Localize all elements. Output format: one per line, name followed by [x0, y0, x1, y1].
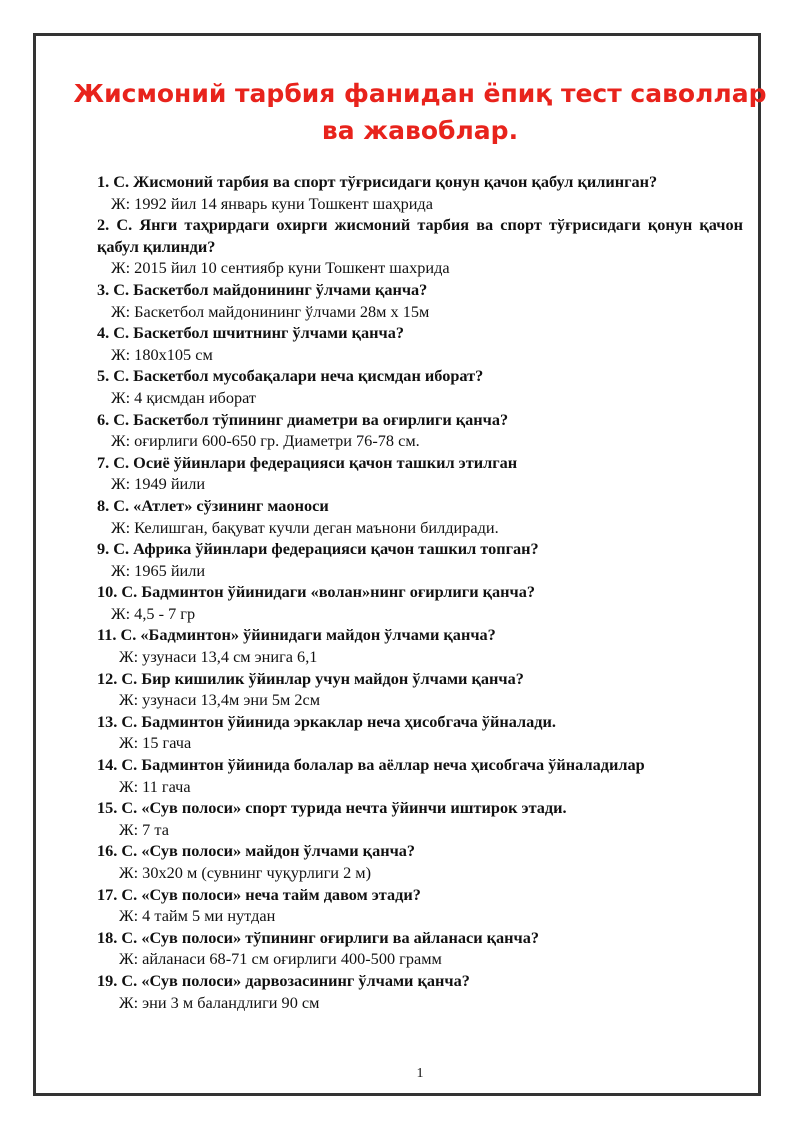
answer: Ж: Келишган, бақуват кучли деган маънони билдиради. — [111, 517, 499, 537]
question: 14. С. Бадминтон ўйинида болалар ва аёллар неча ҳисобгача ўйналадилар — [97, 755, 645, 775]
qa-item — [97, 214, 743, 279]
qa-item — [97, 624, 743, 667]
question: 12. С. Бир кишилик ўйинлар учун майдон ўлчами қанча? — [97, 668, 524, 688]
question: 11. С. «Бадминтон» ўйинидаги майдон ўлчами қанча? — [97, 625, 496, 645]
answer: Ж: 4,5 - 7 гр — [111, 603, 196, 623]
title-line-1: Жисмоний тарбия фанидан ёпиқ тест саволлар — [73, 79, 767, 108]
question: 10. С. Бадминтон ўйинидаги «волан»нинг оғирлиги қанча? — [97, 582, 536, 602]
document-title — [60, 75, 780, 149]
qa-item — [97, 840, 743, 883]
answer: Ж: 4 тайм 5 ми нутдан — [119, 906, 276, 926]
answer: Ж: 4 қисмдан иборат — [111, 387, 257, 407]
qa-item — [97, 668, 743, 711]
qa-item — [97, 754, 743, 797]
qa-item — [97, 452, 743, 495]
answer: Ж: 2015 йил 10 сентиябр куни Тошкент шахрида — [111, 258, 450, 278]
question: 8. С. «Атлет» сўзининг маоноси — [97, 495, 329, 515]
question: 5. С. Баскетбол мусобақалари неча қисмдан иборат? — [97, 366, 484, 386]
qa-item — [97, 322, 743, 365]
question: 15. С. «Сув полоси» спорт турида нечта ўйинчи иштирок этади. — [97, 798, 567, 818]
question: 9. С. Африка ўйинлари федерацияси қачон ташкил топган? — [97, 539, 539, 559]
qa-item — [97, 711, 743, 754]
qa-item — [97, 797, 743, 840]
qa-item — [97, 581, 743, 624]
question: 1. С. Жисмоний тарбия ва спорт тўғрисидаги қонун қачон қабул қилинган? — [97, 172, 658, 191]
question: 16. С. «Сув полоси» майдон ўлчами қанча? — [97, 841, 416, 861]
qa-item — [97, 538, 743, 581]
qa-item — [97, 409, 743, 452]
answer: Ж: оғирлиги 600-650 гр. Диаметри 76-78 см. — [111, 431, 420, 451]
answer: Ж: 1992 йил 14 январь куни Тошкент шаҳрида — [111, 193, 433, 213]
page-number: 1 — [416, 1066, 424, 1081]
answer: Ж: 30х20 м (сувнинг чуқурлиги 2 м) — [119, 863, 372, 882]
qa-item — [97, 279, 743, 322]
question: 17. С. «Сув полоси» неча тайм давом этади? — [97, 884, 421, 904]
qa-item — [97, 171, 743, 214]
question: 19. С. «Сув полоси» дарвозасининг ўлчами қанча? — [97, 970, 470, 990]
answer: Ж: айланаси 68-71 см оғирлиги 400-500 грамм — [119, 949, 442, 969]
question: 7. С. Осиё ўйинлари федерацияси қачон ташкил этилган — [97, 452, 518, 472]
answer: Ж: 180х105 см — [111, 344, 213, 364]
answer: Ж: узунаси 13,4м эни 5м 2см — [119, 690, 321, 710]
answer: Ж: 11 гача — [119, 776, 191, 796]
title-line-2: ва жавоблар. — [321, 116, 519, 145]
qa-item — [97, 927, 743, 970]
answer: Ж: 15 гача — [119, 733, 192, 753]
question: 6. С. Баскетбол тўпининг диаметри ва оғирлиги қанча? — [97, 409, 509, 429]
answer: Ж: эни 3 м баландлиги 90 см — [119, 992, 320, 1012]
answer: Ж: 1949 йили — [111, 474, 206, 494]
question-answer-list — [97, 171, 743, 1013]
question: 13. С. Бадминтон ўйинида эркаклар неча ҳисобгача ўйналади. — [97, 711, 556, 731]
answer: Ж: узунаси 13,4 см энига 6,1 — [119, 647, 318, 667]
qa-item — [97, 365, 743, 408]
question: 2. С. Янги таҳрирдаги охирги жисмоний тарбия ва спорт тўғрисидаги қонун қачон қабул қилинди? — [97, 215, 743, 256]
qa-item — [97, 884, 743, 927]
answer: Ж: 7 та — [119, 819, 169, 839]
qa-item — [97, 495, 743, 538]
qa-item — [97, 970, 743, 1013]
question: 4. С. Баскетбол шчитнинг ўлчами қанча? — [97, 323, 404, 343]
question: 18. С. «Сув полоси» тўпининг оғирлиги ва айланаси қанча? — [97, 927, 540, 947]
answer: Ж: Баскетбол майдонининг ўлчами 28м x 15м — [111, 301, 430, 321]
answer: Ж: 1965 йили — [111, 560, 206, 580]
question: 3. С. Баскетбол майдонининг ўлчами қанча? — [97, 279, 428, 299]
